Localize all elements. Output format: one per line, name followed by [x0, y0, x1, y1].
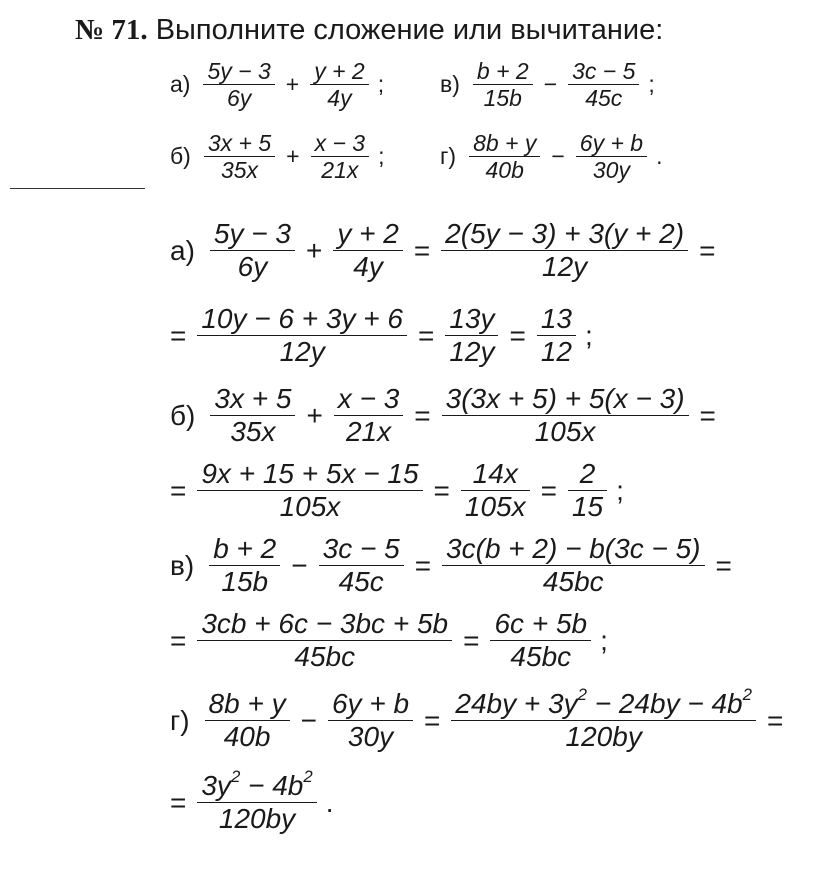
equals-sign: = [509, 319, 526, 351]
solution-label: б) [170, 399, 196, 431]
denominator: 15 [571, 491, 604, 523]
denominator: 15b [483, 85, 522, 112]
numerator: 3x + 5 [214, 383, 292, 414]
equals-sign: = [715, 549, 732, 581]
equals-sign: = [463, 624, 480, 656]
numerator [451, 685, 756, 720]
numerator: 6y + b [331, 688, 410, 719]
exponent: 2 [230, 767, 241, 787]
numerator: 13y [449, 303, 495, 334]
punctuation: ; [600, 624, 608, 656]
equals-sign: = [170, 474, 187, 506]
fraction [209, 533, 280, 598]
fraction [451, 685, 756, 753]
fraction [461, 458, 530, 523]
equals-sign: = [766, 704, 784, 736]
operator: − [291, 549, 308, 581]
equals-sign: = [699, 399, 716, 431]
fraction [334, 383, 403, 448]
equals-sign: = [170, 786, 187, 818]
denominator: 21x [321, 157, 359, 184]
equals-sign: = [699, 234, 716, 266]
numerator: 3c − 5 [322, 533, 400, 564]
numerator: 2 [579, 458, 596, 489]
solution-g-line-2 [170, 767, 334, 835]
equals-sign: = [170, 319, 187, 351]
denominator: 6y [237, 251, 268, 283]
task-label: б) [170, 143, 191, 170]
denominator: 45bc [510, 641, 572, 673]
denominator: 15b [221, 566, 269, 598]
task-label: г) [440, 143, 457, 170]
fraction [311, 130, 370, 184]
fraction [576, 130, 647, 184]
operator: − [551, 143, 565, 170]
numerator: 8b + y [473, 130, 537, 156]
numerator: 14x [472, 458, 518, 489]
solution-a-line-1 [170, 218, 721, 283]
denominator: 12y [279, 336, 325, 368]
numerator: 6c + 5b [494, 608, 588, 639]
task-v [440, 58, 655, 112]
task-g [440, 130, 662, 184]
equals-sign: = [414, 399, 431, 431]
solution-v-line-1 [170, 533, 738, 598]
fraction [197, 767, 316, 835]
denominator: 120by [565, 721, 642, 753]
numerator [197, 767, 316, 802]
fraction [469, 130, 540, 184]
numerator: 3x + 5 [207, 130, 272, 156]
numerator-part: − 4b [240, 770, 304, 801]
numerator: 9x + 15 + 5x − 15 [201, 458, 419, 489]
equals-sign: = [414, 549, 432, 581]
denominator: 105x [464, 491, 526, 523]
task-label: в) [440, 71, 460, 98]
solution-v-line-2 [170, 608, 608, 673]
punctuation: . [325, 786, 334, 818]
fraction [210, 383, 295, 448]
punctuation: ; [584, 319, 593, 351]
numerator: b + 2 [213, 533, 277, 564]
punctuation: ; [377, 71, 385, 98]
punctuation: . [656, 143, 663, 170]
denominator: 12y [542, 251, 588, 283]
operator: + [285, 71, 300, 98]
punctuation: ; [648, 71, 655, 98]
fraction [473, 58, 533, 112]
equals-sign: = [170, 624, 187, 656]
fraction [442, 533, 704, 598]
numerator: 10y − 6 + 3y + 6 [201, 303, 403, 334]
numerator-part: − 24by − 4b [586, 688, 743, 719]
denominator: 45c [585, 85, 623, 112]
numerator: 13 [540, 303, 572, 334]
numerator: 6y + b [579, 130, 644, 156]
problem-number: № 71. [75, 14, 148, 46]
denominator: 30y [592, 157, 630, 184]
numerator: x − 3 [314, 130, 366, 156]
separator-line [10, 188, 145, 189]
denominator: 35x [230, 416, 276, 448]
denominator: 4y [353, 251, 383, 283]
fraction [441, 218, 688, 283]
problem-heading [75, 14, 663, 47]
denominator: 35x [220, 157, 259, 184]
denominator: 45bc [294, 641, 356, 673]
fraction [537, 303, 576, 368]
operator: − [300, 704, 317, 736]
exponent: 2 [742, 685, 752, 705]
fraction [490, 608, 591, 673]
numerator: y + 2 [337, 218, 399, 249]
numerator: 2(5y − 3) + 3(y + 2) [445, 218, 685, 249]
solution-b-line-1 [170, 383, 722, 448]
problem-instruction: Выполните сложение или вычитание: [155, 14, 664, 46]
denominator: 105x [534, 416, 596, 448]
operator: − [543, 71, 558, 98]
denominator: 45c [338, 566, 384, 598]
punctuation: ; [616, 474, 624, 506]
solution-label: в) [170, 549, 195, 581]
denominator: 120by [218, 803, 296, 835]
fraction [328, 688, 413, 753]
equals-sign: = [540, 474, 557, 506]
denominator: 4y [327, 85, 352, 112]
denominator: 21x [345, 416, 392, 448]
equals-sign: = [413, 234, 431, 266]
numerator: x − 3 [337, 383, 400, 414]
fraction [445, 303, 498, 368]
task-a [170, 58, 384, 112]
numerator: 3cb + 6c − 3bc + 5b [201, 608, 449, 639]
denominator: 45bc [542, 566, 604, 598]
fraction [205, 688, 290, 753]
fraction [197, 608, 452, 673]
solution-a-line-2 [170, 303, 593, 368]
task-label: а) [170, 71, 191, 98]
fraction [568, 58, 639, 112]
solution-g-line-1 [170, 685, 789, 753]
denominator: 6y [226, 85, 252, 112]
fraction [204, 130, 275, 184]
equals-sign: = [417, 319, 435, 351]
denominator: 105x [279, 491, 341, 523]
fraction [310, 58, 369, 112]
fraction [197, 458, 422, 523]
numerator: 8b + y [208, 688, 286, 719]
numerator: 3c(b + 2) − b(3c − 5) [446, 533, 701, 564]
operator: + [305, 234, 323, 266]
fraction [197, 303, 407, 368]
equals-sign: = [424, 704, 441, 736]
fraction [319, 533, 404, 598]
numerator-part: 3y [201, 770, 231, 801]
denominator: 12y [449, 336, 495, 368]
equals-sign: = [433, 474, 450, 506]
numerator: 3c − 5 [572, 58, 636, 84]
exponent: 2 [577, 685, 587, 705]
numerator-part: 24by + 3y [455, 688, 578, 719]
fraction [210, 218, 295, 283]
solution-label: г) [170, 704, 190, 736]
operator: + [286, 143, 300, 170]
solution-label: а) [170, 234, 195, 266]
exponent: 2 [303, 767, 313, 787]
operator: + [306, 399, 323, 431]
denominator: 40b [223, 721, 271, 753]
fraction [568, 458, 607, 523]
denominator: 12 [540, 336, 572, 368]
denominator: 40b [485, 157, 524, 184]
numerator: 3(3x + 5) + 5(x − 3) [445, 383, 685, 414]
numerator: b + 2 [476, 58, 529, 84]
denominator: 30y [347, 721, 394, 753]
solution-b-line-2 [170, 458, 624, 523]
fraction [203, 58, 274, 112]
numerator: y + 2 [314, 58, 365, 84]
punctuation: ; [378, 143, 385, 170]
fraction [442, 383, 689, 448]
task-b [170, 130, 384, 184]
fraction [333, 218, 402, 283]
numerator: 5y − 3 [207, 58, 271, 84]
numerator: 5y − 3 [213, 218, 291, 249]
